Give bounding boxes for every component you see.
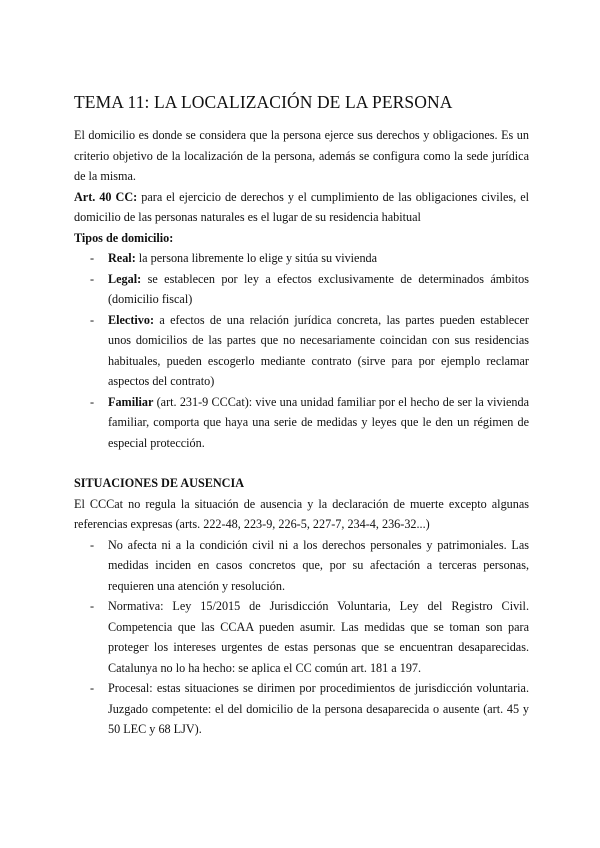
list-item bbox=[74, 269, 529, 310]
item-text: (art. 231-9 CCCat): vive una unidad familiar por el hecho de ser la vivienda familiar, comporta que haya una serie de medidas y leyes que le den un régimen de especial protección. bbox=[108, 394, 529, 450]
art-40-paragraph bbox=[74, 187, 529, 228]
bullet-marker: - bbox=[90, 681, 95, 695]
tipos-heading: Tipos de domicilio: bbox=[74, 230, 174, 245]
art-40-text: para el ejercicio de derechos y el cumplimiento de las obligaciones civiles, el domicilio de las personas naturales es el lugar de su residencia habitual bbox=[74, 189, 529, 224]
item-text: se establecen por ley a efectos exclusivamente de determinados ámbitos (domicilio fiscal) bbox=[108, 271, 529, 306]
list-item bbox=[74, 310, 529, 392]
bullet-marker: - bbox=[90, 312, 95, 327]
ausencia-list bbox=[74, 535, 529, 740]
page-content bbox=[74, 91, 529, 740]
item-label: Legal: bbox=[108, 271, 142, 286]
bullet-marker: - bbox=[90, 599, 95, 613]
list-item bbox=[74, 678, 529, 740]
intro-paragraph: El domicilio es donde se considera que la persona ejerce sus derechos y obligaciones. Es un criterio objetivo de la localización de la persona, además se configura como la sede jurídica de la misma. bbox=[74, 128, 529, 183]
bullet-marker: - bbox=[90, 537, 95, 552]
item-text: la persona libremente lo elige y sitúa su vivienda bbox=[135, 251, 378, 265]
item-label: Familiar bbox=[108, 394, 154, 409]
list-item bbox=[74, 248, 529, 269]
ausencia-intro: El CCCat no regula la situación de ausencia y la declaración de muerte excepto algunas referencias expresas (arts. 222-48, 223-9, 226-5, 227-7, 234-4, 236-32...) bbox=[74, 496, 529, 531]
bullet-marker: - bbox=[90, 271, 95, 286]
page-title: TEMA 11: LA LOCALIZACIÓN DE LA PERSONA bbox=[74, 92, 453, 112]
list-item bbox=[74, 596, 529, 678]
item-text: Normativa: Ley 15/2015 de Jurisdicción Voluntaria, Ley del Registro Civil. Competencia que las CCAA pueden asumir. Las medidas que se toman son para proteger los intereses urgentes de estas personas que se encuentran desaparecidas. Catalunya no lo ha hecho: se aplica el CC común art. 181 a 197. bbox=[108, 599, 529, 675]
tipos-list bbox=[74, 248, 529, 453]
item-text: a efectos de una relación jurídica concreta, las partes pueden establecer unos domicilios de las partes que no necesariamente coincidan con sus residencias habituales, pueden escogerlo mediante contrato (sirve para por ejemplo reclamar aspectos del contrato) bbox=[108, 312, 529, 388]
item-label: Electivo: bbox=[108, 312, 155, 327]
list-item bbox=[74, 392, 529, 454]
bullet-marker: - bbox=[90, 251, 95, 265]
ausencia-heading: SITUACIONES DE AUSENCIA bbox=[74, 476, 244, 490]
list-item bbox=[74, 535, 529, 597]
item-text: Procesal: estas situaciones se dirimen por procedimientos de jurisdicción voluntaria. Juzgado competente: el del domicilio de la persona desaparecida o ausente (art. 45 y 50 LEC y 68 LJV). bbox=[108, 681, 529, 736]
bullet-marker: - bbox=[90, 394, 95, 409]
art-40-label: Art. 40 CC: bbox=[74, 189, 138, 204]
item-label: Real: bbox=[108, 251, 136, 265]
item-text: No afecta ni a la condición civil ni a los derechos personales y patrimoniales. Las medidas inciden en casos concretos que, por su afectación a terceras personas, requieren una atención y resolución. bbox=[108, 537, 529, 593]
